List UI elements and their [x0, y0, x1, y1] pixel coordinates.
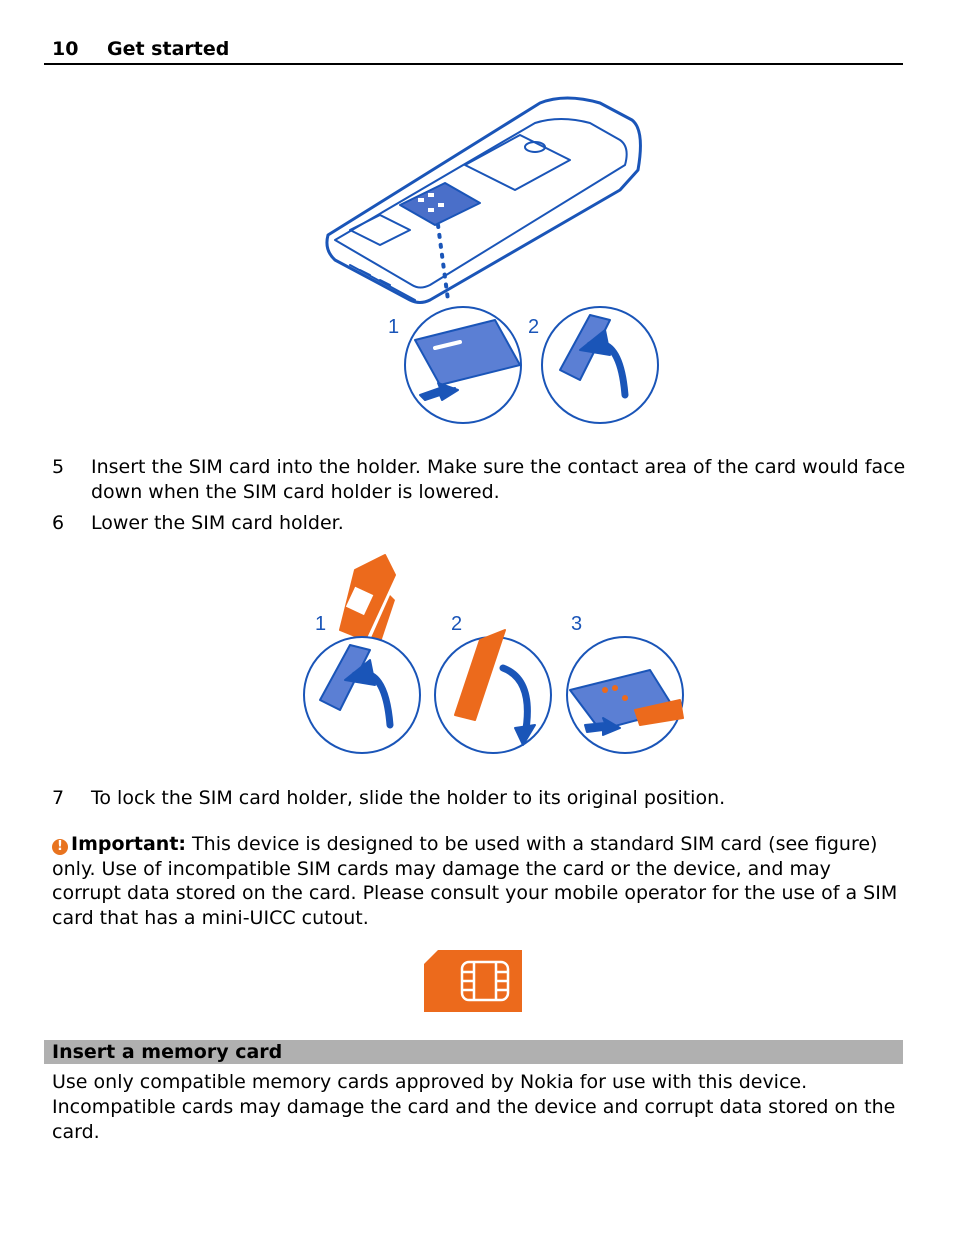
important-label: Important:	[71, 833, 187, 855]
important-note	[52, 832, 904, 930]
sim-insert-figure	[295, 550, 695, 765]
section-heading-bar	[44, 1040, 903, 1064]
important-text: This device is designed to be used with a standard SIM card (see figure) only. Use of incompatible SIM cards may damage the card or the device, and may corrupt data stored on the card. Please consult your mobile operator for the use of a SIM card that has a mini-UICC cutout.	[52, 833, 898, 929]
step-number: 6	[52, 512, 65, 534]
section-heading: Insert a memory card	[52, 1041, 283, 1063]
figure1-label-1: 1	[388, 316, 400, 338]
step-text: To lock the SIM card holder, slide the holder to its original position.	[91, 787, 726, 809]
page-number: 10	[52, 38, 79, 60]
figure1-label-2: 2	[528, 316, 540, 338]
page-header	[44, 36, 903, 65]
step-number: 5	[52, 456, 65, 478]
figure2-label-3: 3	[571, 613, 583, 635]
figure2-label-2: 2	[451, 613, 463, 635]
step-text: Lower the SIM card holder.	[91, 512, 344, 534]
memory-card-paragraph: Use only compatible memory cards approved by Nokia for use with this device. Incompatible cards may damage the card and the device and corrupt data stored on the card.	[52, 1071, 896, 1143]
sim-card-icon	[424, 950, 522, 1012]
warning-icon: !	[52, 839, 68, 855]
step-number: 7	[52, 787, 65, 809]
step-text: Insert the SIM card into the holder. Make sure the contact area of the card would face down when the SIM card holder is lowered.	[91, 456, 906, 503]
figure2-label-1: 1	[315, 613, 327, 635]
phone-sim-holder-figure	[320, 95, 665, 430]
section-title: Get started	[107, 38, 230, 60]
